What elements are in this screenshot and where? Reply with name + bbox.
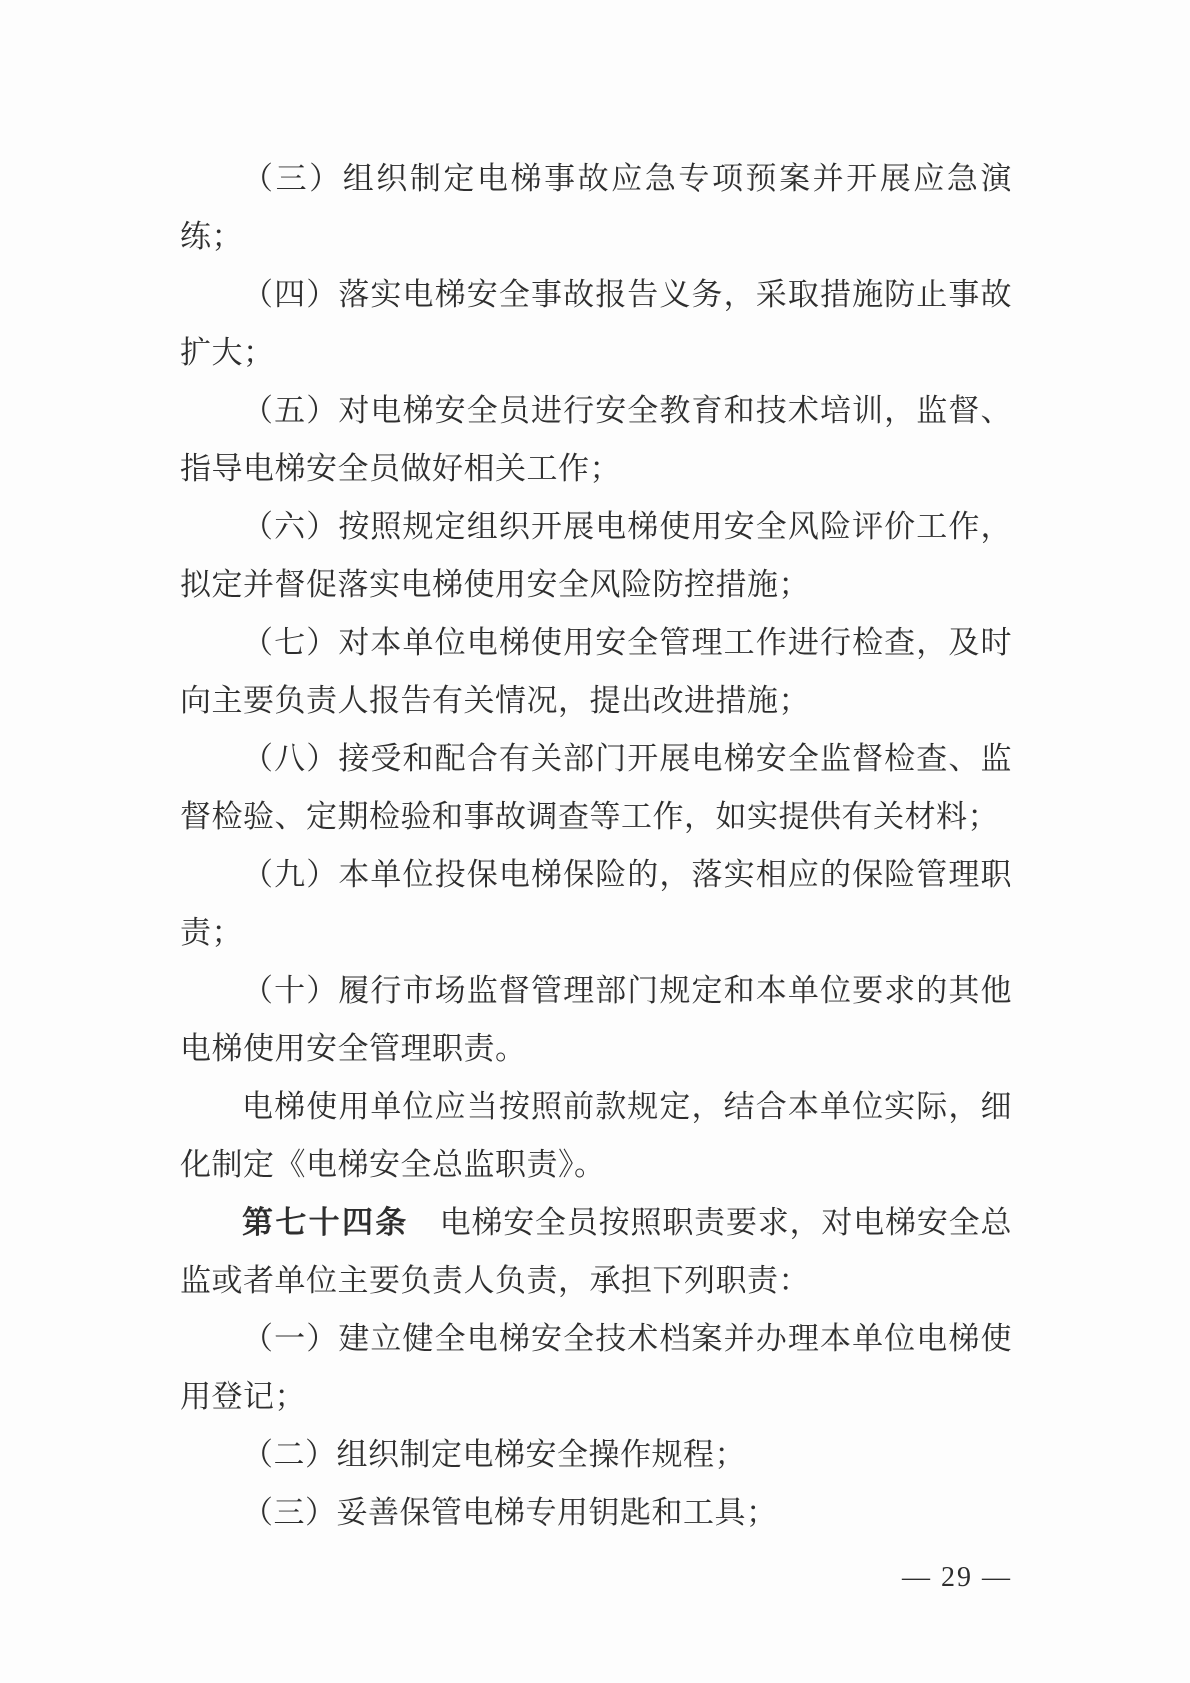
clause-item: （三）组织制定电梯事故应急专项预案并开展应急演练； <box>180 161 1012 254</box>
clause-item: （八）接受和配合有关部门开展电梯安全监督检查、监督检验、定期检验和事故调查等工作，如实提供有关材料； <box>180 741 1012 834</box>
article-paragraph <box>180 1194 1012 1310</box>
closing-paragraph: 电梯使用单位应当按照前款规定，结合本单位实际，细化制定《电梯安全总监职责》。 <box>180 1089 1012 1182</box>
article-number-heading: 第七十四条 <box>242 1205 409 1240</box>
document-body-text <box>180 150 1012 1542</box>
page-number: — 29 — <box>902 1562 1012 1593</box>
clause-item: （五）对电梯安全员进行安全教育和技术培训，监督、指导电梯安全员做好相关工作； <box>180 393 1012 486</box>
clause-item: （一）建立健全电梯安全技术档案并办理本单位电梯使用登记； <box>180 1321 1012 1414</box>
clause-item: （九）本单位投保电梯保险的，落实相应的保险管理职责； <box>180 857 1012 950</box>
clause-item: （十）履行市场监督管理部门规定和本单位要求的其他电梯使用安全管理职责。 <box>180 973 1012 1066</box>
clause-item: （六）按照规定组织开展电梯使用安全风险评价工作，拟定并督促落实电梯使用安全风险防控措施； <box>180 509 1012 602</box>
clause-item: （二）组织制定电梯安全操作规程； <box>242 1437 746 1472</box>
clause-item: （七）对本单位电梯使用安全管理工作进行检查，及时向主要负责人报告有关情况，提出改进措施； <box>180 625 1012 718</box>
page-footer <box>180 1558 1012 1598</box>
article-text: 电梯安全员按照职责要求，对电梯安全总监或者单位主要负责人负责，承担下列职责： <box>180 1205 1013 1298</box>
clause-item: （四）落实电梯安全事故报告义务，采取措施防止事故扩大； <box>180 277 1012 370</box>
clause-item: （三）妥善保管电梯专用钥匙和工具； <box>242 1495 778 1530</box>
